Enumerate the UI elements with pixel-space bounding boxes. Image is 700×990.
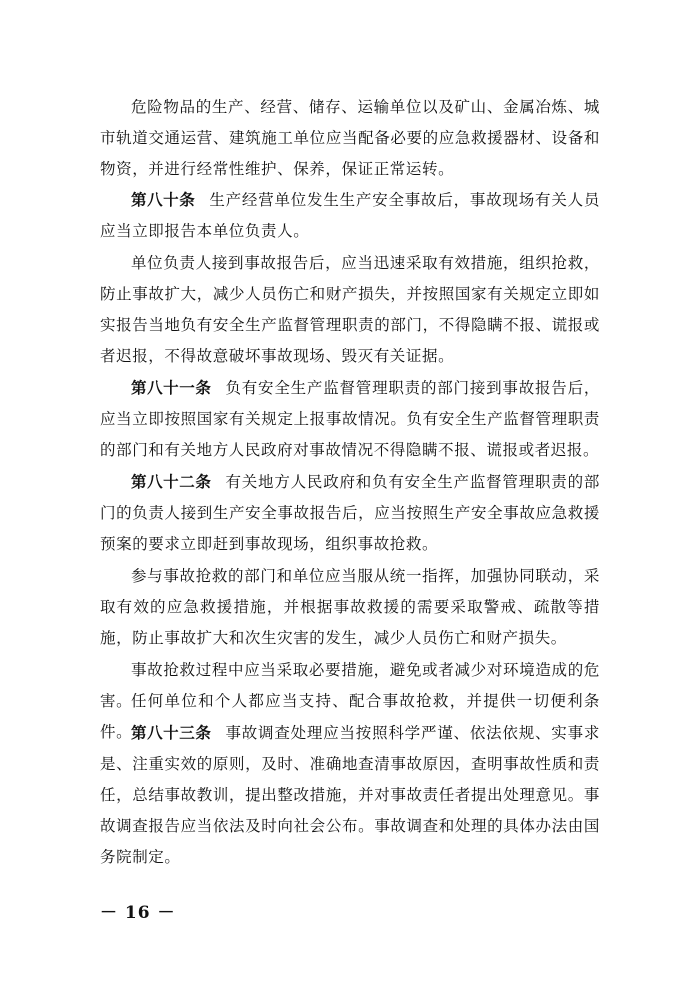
- paragraph-6: [100, 561, 600, 654]
- article-81: [100, 373, 600, 466]
- paragraph-7-text: 事故抢救过程中应当采取必要措施，避免或者减少对环境造成的危害。: [100, 661, 600, 710]
- paragraph-3: [100, 248, 600, 372]
- article-82-text: 有关地方人民政府和负有安全生产监督管理职责的部门的负责人接到生产安全事故报告后，应当按照生产安全事故应急救援预案的要求立即赶到事故现场，组织事故抢救。: [100, 473, 600, 553]
- paragraph-6-text: 参与事故抢救的部门和单位应当服从统一指挥，加强协同联动，采取有效的应急救援措施，并根据事故救援的需要采取警戒、疏散等措施，防止事故扩大和次生灾害的发生，减少人员伤亡和财产损失。: [100, 567, 600, 647]
- page-number: － 16 －: [100, 903, 176, 923]
- article-81-heading: 第八十一条: [131, 379, 212, 397]
- paragraph-8-text: 任何单位和个人都应当支持、配合事故抢救，并提供一切便利条件。: [100, 692, 600, 741]
- article-80-heading: 第八十条: [131, 191, 196, 209]
- paragraph-3-text: 单位负责人接到事故报告后，应当迅速采取有效措施，组织抢救，防止事故扩大，减少人员伤亡和财产损失，并按照国家有关规定立即如实报告当地负有安全生产监督管理职责的部门，不得隐瞒不报、谎报或者迟报，不得故意破坏事故现场、毁灭有关证据。: [100, 254, 600, 365]
- article-82-heading: 第八十二条: [131, 473, 212, 491]
- paragraph-1: [100, 92, 600, 185]
- article-83: [100, 718, 600, 873]
- article-81-text: 负有安全生产监督管理职责的部门接到事故报告后，应当立即按照国家有关规定上报事故情况。负有安全生产监督管理职责的部门和有关地方人民政府对事故情况不得隐瞒不报、谎报或者迟报。: [100, 379, 600, 459]
- article-83-heading: 第八十三条: [131, 724, 212, 742]
- article-80: [100, 185, 600, 247]
- article-80-text: 生产经营单位发生生产安全事故后，事故现场有关人员应当立即报告本单位负责人。: [100, 191, 600, 240]
- article-82: [100, 467, 600, 560]
- paragraph-1-text: 危险物品的生产、经营、储存、运输单位以及矿山、金属冶炼、城市轨道交通运营、建筑施工单位应当配备必要的应急救援器材、设备和物资，并进行经常性维护、保养，保证正常运转。: [100, 98, 600, 178]
- article-83-text: 事故调查处理应当按照科学严谨、依法依规、实事求是、注重实效的原则，及时、准确地查清事故原因，查明事故性质和责任，总结事故教训，提出整改措施，并对事故责任者提出处理意见。事故调查报告应当依法及时向社会公布。事故调查和处理的具体办法由国务院制定。: [100, 724, 600, 866]
